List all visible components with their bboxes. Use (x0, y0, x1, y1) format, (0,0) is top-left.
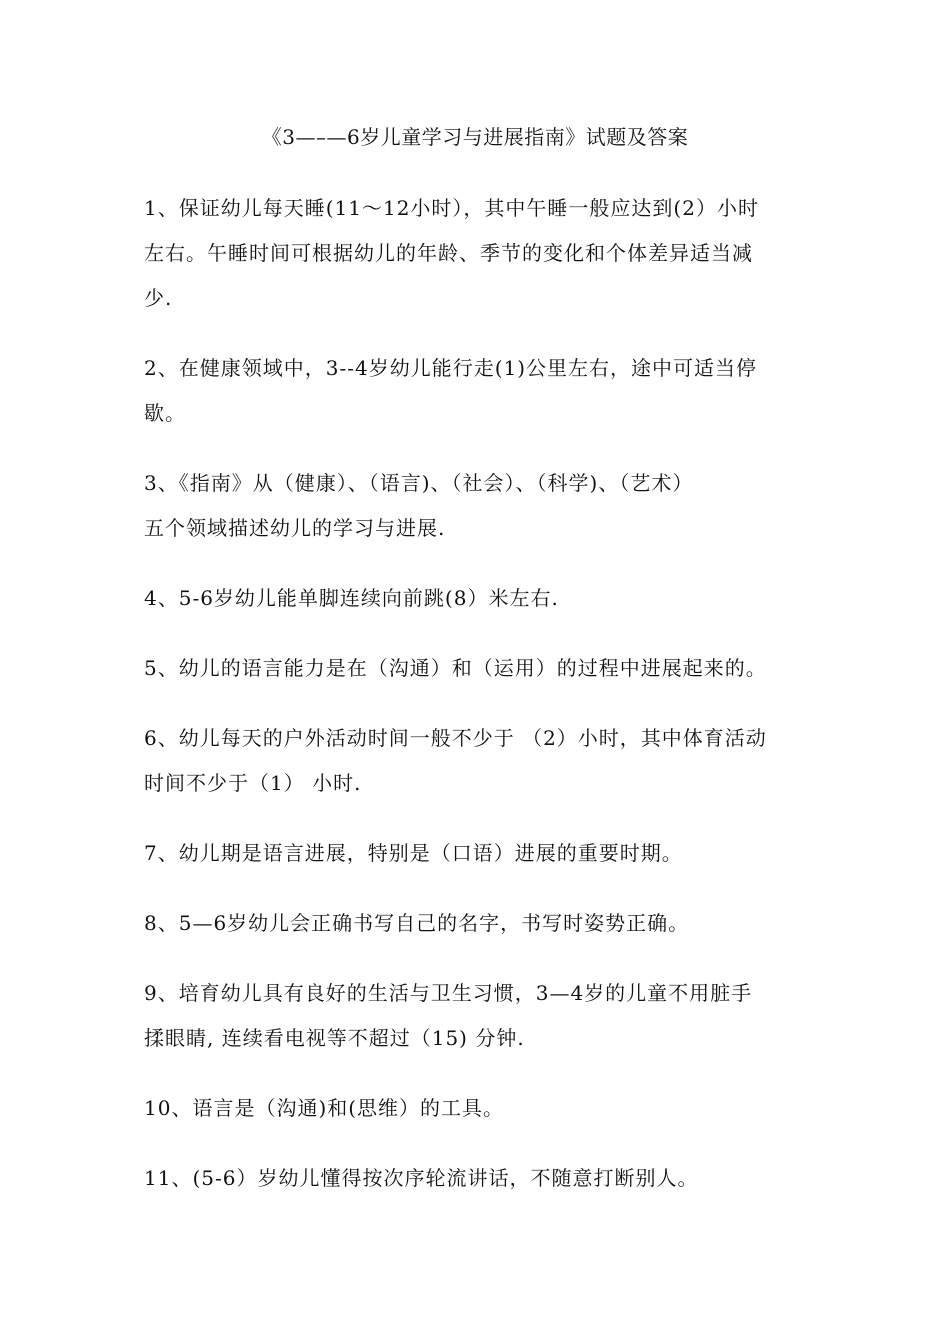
question-line: 五个领域描述幼儿的学习与进展. (144, 516, 446, 540)
question-item (144, 576, 808, 621)
question-item (144, 831, 808, 876)
question-line: 少. (144, 286, 173, 310)
question-list (144, 186, 808, 1226)
question-line: 7、幼儿期是语言进展，特别是（口语）进展的重要时期。 (144, 841, 683, 865)
document-title: 《3—–—6岁儿童学习与进展指南》试题及答案 (261, 125, 689, 149)
question-line: 11、(5-6）岁幼儿懂得按次序轮流讲话，不随意打断别人。 (144, 1166, 699, 1190)
question-item (144, 1086, 808, 1131)
question-item (144, 461, 808, 551)
question-line: 歇。 (144, 401, 186, 425)
question-item (144, 1156, 808, 1201)
question-line: 时间不少于（1） 小时. (144, 771, 362, 795)
question-line: 8、5—6岁幼儿会正确书写自己的名字，书写时姿势正确。 (144, 911, 690, 935)
question-line: 2、在健康领域中，3--4岁幼儿能行走(1)公里左右，途中可适当停 (144, 356, 758, 380)
question-line: 5、幼儿的语言能力是在（沟通）和（运用）的过程中进展起来的。 (144, 656, 767, 680)
question-item (144, 346, 808, 436)
question-line: 9、培育幼儿具有良好的生活与卫生习惯，3—4岁的儿童不用脏手 (144, 981, 753, 1005)
question-line: 1、保证幼儿每天睡(11～12小时），其中午睡一般应达到(2）小时 (144, 196, 759, 220)
question-item (144, 186, 808, 321)
question-item (144, 646, 808, 691)
question-item (144, 971, 808, 1061)
question-line: 揉眼睛, 连续看电视等不超过（15) 分钟. (144, 1026, 525, 1050)
question-line: 3、《指南》从（健康）、（语言)、（社会）、（科学)、（艺术） (144, 471, 694, 495)
question-item (144, 901, 808, 946)
question-line: 6、幼儿每天的户外活动时间一般不少于 （2）小时，其中体育活动 (144, 726, 767, 750)
question-line: 10、语言是（沟通)和(思维）的工具。 (144, 1096, 505, 1120)
question-item (144, 716, 808, 806)
question-line: 4、5-6岁幼儿能单脚连续向前跳(8）米左右. (144, 586, 559, 610)
question-line: 左右。午睡时间可根据幼儿的年龄、季节的变化和个体差异适当减 (144, 241, 753, 265)
